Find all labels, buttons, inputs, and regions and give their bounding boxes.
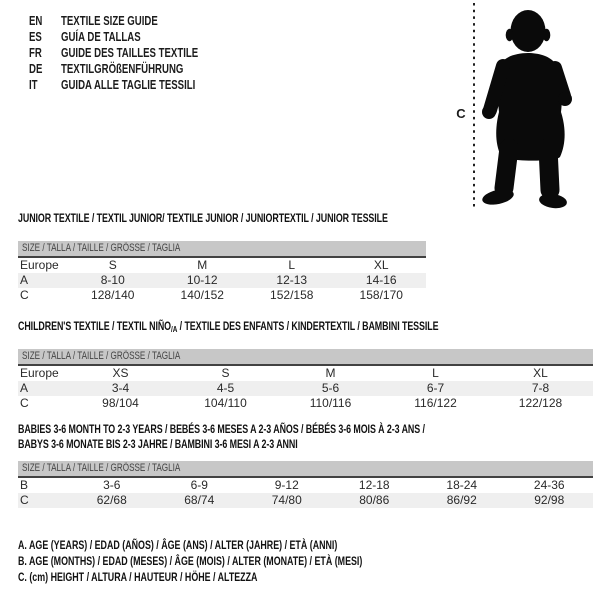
section-junior-textile — [18, 212, 426, 303]
size-cell: M — [197, 258, 208, 272]
language-item — [29, 45, 246, 61]
size-cell: 98/104 — [102, 396, 139, 410]
size-header-label: SIZE / TALLA / TAILLE / GRÖSSE / TAGLIA — [22, 462, 181, 474]
language-code: DE — [29, 61, 43, 76]
size-cell: 116/122 — [414, 396, 457, 410]
size-cell: 80/86 — [331, 493, 419, 508]
size-cell: 104/110 — [204, 396, 247, 410]
size-cell: S — [221, 366, 230, 380]
row-label: Europe — [20, 366, 59, 380]
size-cell: 152/158 — [270, 288, 314, 302]
size-cell: XS — [112, 366, 129, 380]
size-cell: 6-9 — [190, 478, 208, 492]
size-cell: 14-16 — [337, 273, 427, 288]
size-cell: 8-10 — [68, 273, 158, 288]
size-cell: L — [288, 258, 296, 272]
footnotes — [18, 537, 483, 585]
language-list — [29, 13, 246, 93]
table-row — [18, 396, 593, 411]
row-label: Europe — [20, 258, 59, 272]
table-row — [18, 273, 426, 288]
size-cell: 128/140 — [91, 288, 135, 302]
size-cell: 74/80 — [243, 493, 331, 508]
size-cell: 158/170 — [359, 288, 403, 302]
footnote-b: B. AGE (MONTHS) / EDAD (MESES) / ÂGE (MOIS) / ALTER (MONATE) / ETÀ (MESI) — [18, 554, 363, 568]
size-header-bar — [18, 461, 593, 478]
language-code: IT — [29, 77, 38, 92]
baby-figure — [440, 0, 600, 220]
size-cell: XL — [533, 366, 548, 380]
language-code: ES — [29, 29, 42, 44]
size-cell: 12-13 — [247, 273, 337, 288]
section-title: CHILDREN'S TEXTILE / TEXTIL NIÑO/A / TEXTILE DES ENFANTS / KINDERTEXTIL / BAMBINI TESSILE — [18, 319, 439, 334]
language-label: TEXTILE SIZE GUIDE — [61, 13, 158, 28]
row-label: C — [18, 493, 68, 508]
language-item — [29, 29, 246, 45]
footnote-a: A. AGE (YEARS) / EDAD (AÑOS) / ÂGE (ANS) / ALTER (JAHRE) / ETÀ (ANNI) — [18, 538, 338, 552]
size-header-bar — [18, 241, 426, 258]
size-cell: M — [325, 366, 336, 380]
size-cell: 122/128 — [518, 396, 563, 410]
section-title: JUNIOR TEXTILE / TEXTIL JUNIOR/ TEXTILE JUNIOR / JUNIORTEXTIL / JUNIOR TESSILE — [18, 211, 388, 225]
language-label: GUIDA ALLE TAGLIE TESSILI — [61, 77, 196, 92]
row-label: B — [20, 478, 29, 492]
size-header-bar — [18, 349, 593, 366]
language-item — [29, 13, 246, 29]
size-cell: XL — [373, 258, 389, 272]
section-babies-textile — [18, 422, 593, 508]
size-cell: 3-4 — [68, 381, 173, 396]
table-row — [18, 478, 593, 493]
section-title-line2: BABYS 3-6 MONATE BIS 2-3 JAHRE / BAMBINI 3-6 MESI A 2-3 ANNI — [18, 437, 298, 451]
children-size-table — [18, 366, 593, 411]
size-cell: 18-24 — [446, 478, 478, 492]
table-row — [18, 381, 593, 396]
language-label: GUIDE DES TAILLES TEXTILE — [61, 45, 199, 60]
size-cell: 62/68 — [68, 493, 156, 508]
table-row — [18, 288, 426, 303]
size-cell: 3-6 — [103, 478, 121, 492]
section-childrens-textile — [18, 320, 593, 411]
size-cell: L — [432, 366, 439, 380]
size-cell: 6-7 — [383, 381, 488, 396]
height-measure-label: C — [456, 106, 466, 121]
row-label: A — [18, 273, 68, 288]
size-cell: 10-12 — [158, 273, 248, 288]
size-cell: 5-6 — [278, 381, 383, 396]
size-cell: 140/152 — [180, 288, 224, 302]
size-cell: 24-36 — [533, 478, 565, 492]
language-code: FR — [29, 45, 42, 60]
footnote-c: C. (cm) HEIGHT / ALTURA / HAUTEUR / HÖHE / ALTEZZA — [18, 570, 258, 584]
size-cell: 92/98 — [506, 493, 594, 508]
title-subscript: /A — [171, 324, 178, 334]
babies-size-table — [18, 478, 593, 508]
section-title-line1: BABIES 3-6 MONTH TO 2-3 YEARS / BEBÉS 3-6 MESES A 2-3 AÑOS / BÉBÉS 3-6 MOIS À 2-3 ANS / — [18, 422, 425, 436]
table-row — [18, 493, 593, 508]
size-header-label: SIZE / TALLA / TAILLE / GRÖSSE / TAGLIA — [22, 350, 181, 362]
language-code: EN — [29, 13, 43, 28]
size-cell: 68/74 — [156, 493, 244, 508]
size-header-label: SIZE / TALLA / TAILLE / GRÖSSE / TAGLIA — [22, 242, 181, 254]
row-label: C — [20, 288, 29, 302]
size-cell: 110/116 — [309, 396, 352, 410]
size-cell: 4-5 — [173, 381, 278, 396]
row-label: A — [18, 381, 68, 396]
size-cell: 9-12 — [274, 478, 299, 492]
table-row — [18, 366, 593, 381]
size-cell: 86/92 — [418, 493, 506, 508]
language-label: GUÍA DE TALLAS — [61, 29, 141, 44]
language-label: TEXTILGRÖßENFÜHRUNG — [61, 61, 184, 76]
table-row — [18, 258, 426, 273]
row-label: C — [20, 396, 29, 410]
junior-size-table — [18, 258, 426, 303]
language-item — [29, 77, 246, 93]
language-item — [29, 61, 246, 77]
size-cell: 12-18 — [358, 478, 390, 492]
size-cell: S — [108, 258, 117, 272]
size-cell: 7-8 — [488, 381, 593, 396]
